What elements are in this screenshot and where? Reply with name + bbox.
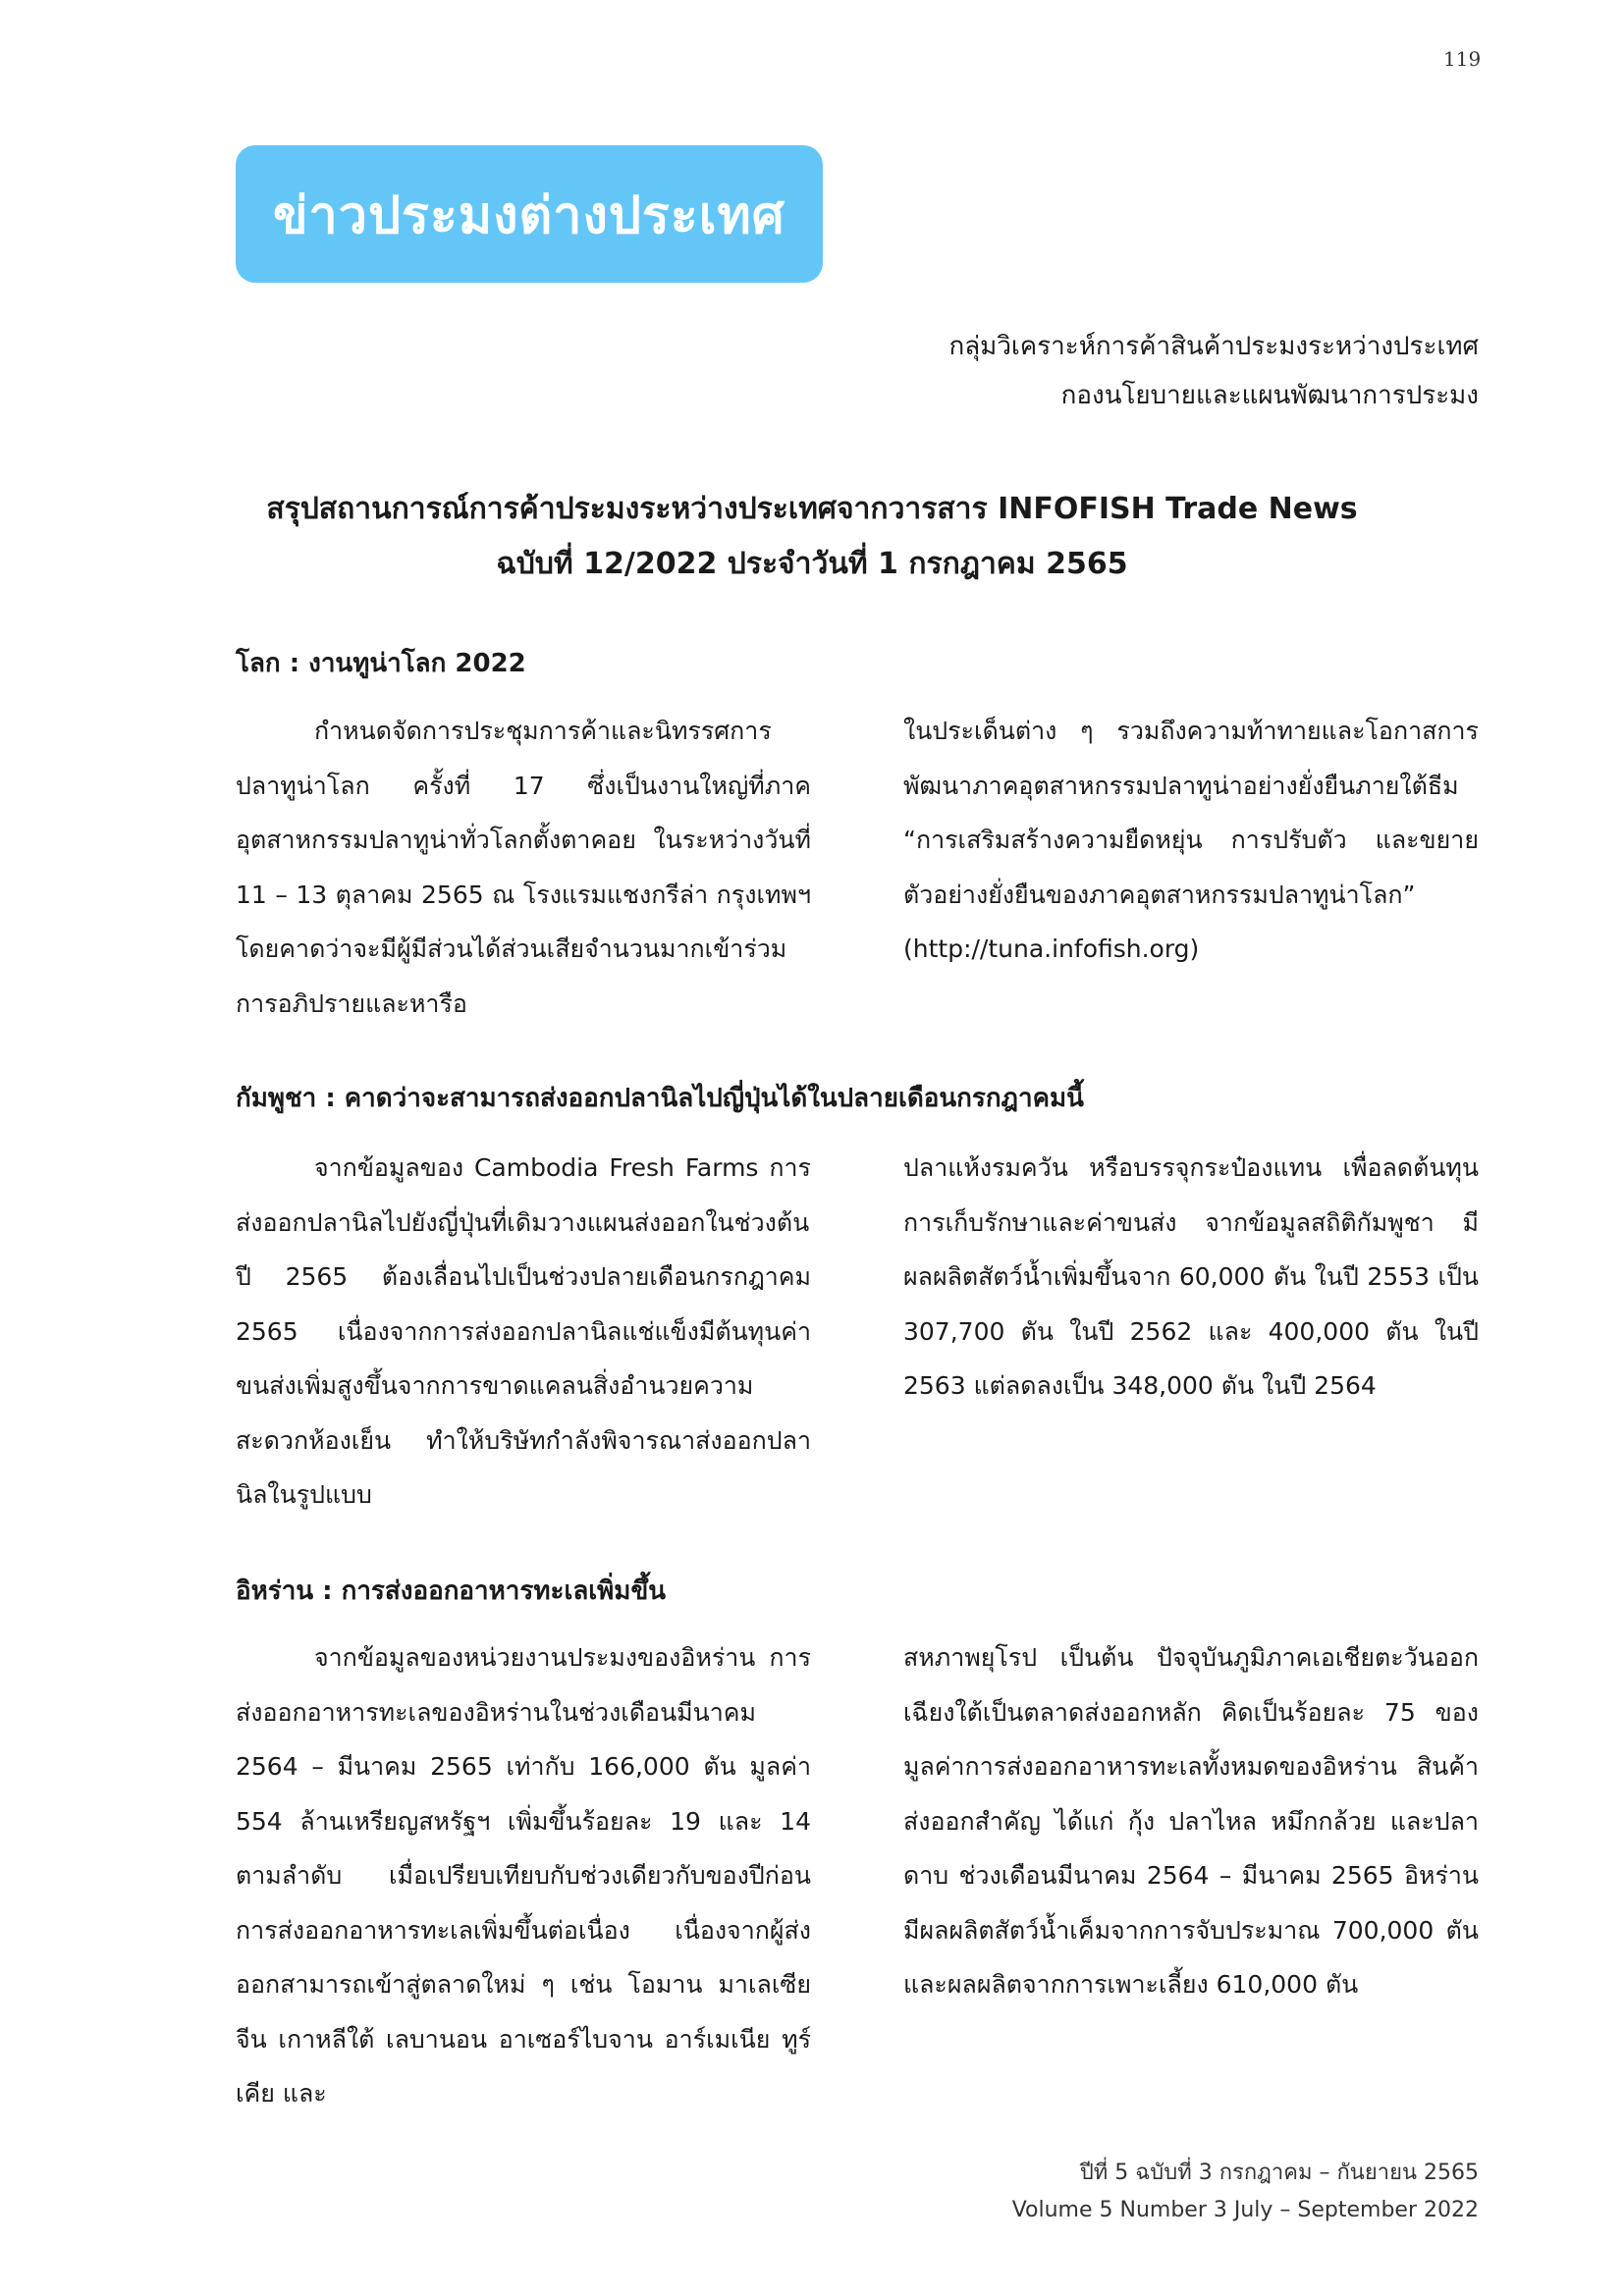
section-heading-world: โลก : งานทูน่าโลก 2022 xyxy=(236,649,526,678)
section-heading-iran: อิหร่าน : การส่งออกอาหารทะเลเพิ่มขึ้น xyxy=(236,1576,666,1606)
section-world-right-column: ในประเด็นต่าง ๆ รวมถึงความท้าทายและโอกาสการพัฒนาภาคอุตสาหกรรมปลาทูน่าอย่างยั่งยืนภายใต้ธีม “การเสริมสร้างความยืดหยุ่น การปรับตัว และขยายตัวอย่างยั่งยืนของภาคอุตสาหกรรมปลาทูน่าโลก” (http://tuna.infofish.org) xyxy=(903,717,1479,963)
department-line-1: กลุ่มวิเคราะห์การค้าสินค้าประมงระหว่างประเทศ xyxy=(948,332,1479,361)
section-banner xyxy=(236,145,823,283)
footer-issue-thai: ปีที่ 5 ฉบับที่ 3 กรกฎาคม – กันยายน 2565 xyxy=(1079,2161,1479,2185)
article-title-line-2: ฉบับที่ 12/2022 ประจำวันที่ 1 กรกฎาคม 2565 xyxy=(496,547,1128,581)
section-heading-cambodia: กัมพูชา : คาดว่าจะสามารถส่งออกปลานิลไปญี่ปุ่นได้ในปลายเดือนกรกฎาคมนี้ xyxy=(236,1084,1084,1113)
section-world-left-column: กำหนดจัดการประชุมการค้าและนิทรรศการปลาทูน่าโลก ครั้งที่ 17 ซึ่งเป็นงานใหญ่ที่ภาคอุตสาหกรรมปลาทูน่าทั่วโลกตั้งตาคอย ในระหว่างวันที่ 11 – 13 ตุลาคม 2565 ณ โรงแรมแชงกรีล่า กรุงเทพฯ โดยคาดว่าจะมีผู้มีส่วนได้ส่วนเสียจำนวนมากเข้าร่วมการอภิปรายและหารือ xyxy=(236,717,811,1018)
section-iran-left-column: จากข้อมูลของหน่วยงานประมงของอิหร่าน การส่งออกอาหารทะเลของอิหร่านในช่วงเดือนมีนาคม 2564 – มีนาคม 2565 เท่ากับ 166,000 ตัน มูลค่า 554 ล้านเหรียญสหรัฐฯ เพิ่มขึ้นร้อยละ 19 และ 14 ตามลำดับ เมื่อเปรียบเทียบกับช่วงเดียวกับของปีก่อน การส่งออกอาหารทะเลเพิ่มขึ้นต่อเนื่อง เนื่องจากผู้ส่งออกสามารถเข้าสู่ตลาดใหม่ ๆ เช่น โอมาน มาเลเซีย จีน เกาหลีใต้ เลบานอน อาเซอร์ไบจาน อาร์เมเนีย ทูร์เคีย และ xyxy=(236,1643,811,2108)
article-title-line-1: สรุปสถานการณ์การค้าประมงระหว่างประเทศจากวารสาร INFOFISH Trade News xyxy=(266,492,1358,526)
footer-issue-english: Volume 5 Number 3 July – September 2022 xyxy=(1011,2198,1479,2222)
section-iran-right-column: สหภาพยุโรป เป็นต้น ปัจจุบันภูมิภาคเอเชียตะวันออกเฉียงใต้เป็นตลาดส่งออกหลัก คิดเป็นร้อยละ 75 ของมูลค่าการส่งออกอาหารทะเลทั้งหมดของอิหร่าน สินค้าส่งออกสำคัญ ได้แก่ กุ้ง ปลาไหล หมึกกล้วย และปลาดาบ ช่วงเดือนมีนาคม 2564 – มีนาคม 2565 อิหร่านมีผลผลิตสัตว์น้ำเค็มจากการจับประมาณ 700,000 ตัน และผลผลิตจากการเพาะเลี้ยง 610,000 ตัน xyxy=(903,1643,1479,1999)
department-line-2: กองนโยบายและแผนพัฒนาการประมง xyxy=(1060,381,1479,410)
banner-title: ข่าวประมงต่างประเทศ xyxy=(273,186,785,245)
section-cambodia-left-column: จากข้อมูลของ Cambodia Fresh Farms การส่งออกปลานิลไปยังญี่ปุ่นที่เดิมวางแผนส่งออกในช่วงต้นปี 2565 ต้องเลื่อนไปเป็นช่วงปลายเดือนกรกฎาคม 2565 เนื่องจากการส่งออกปลานิลแช่แข็งมีต้นทุนค่าขนส่งเพิ่มสูงขึ้นจากการขาดแคลนสิ่งอำนวยความสะดวกห้องเย็น ทำให้บริษัทกำลังพิจารณาส่งออกปลานิลในรูปแบบ xyxy=(236,1153,811,1509)
section-cambodia-right-column: ปลาแห้งรมควัน หรือบรรจุกระป๋องแทน เพื่อลดต้นทุนการเก็บรักษาและค่าขนส่ง จากข้อมูลสถิติกัมพูชา มีผลผลิตสัตว์น้ำเพิ่มขึ้นจาก 60,000 ตัน ในปี 2553 เป็น 307,700 ตัน ในปี 2562 และ 400,000 ตัน ในปี 2563 แต่ลดลงเป็น 348,000 ตัน ในปี 2564 xyxy=(903,1153,1479,1400)
page-number: 119 xyxy=(1443,47,1482,71)
